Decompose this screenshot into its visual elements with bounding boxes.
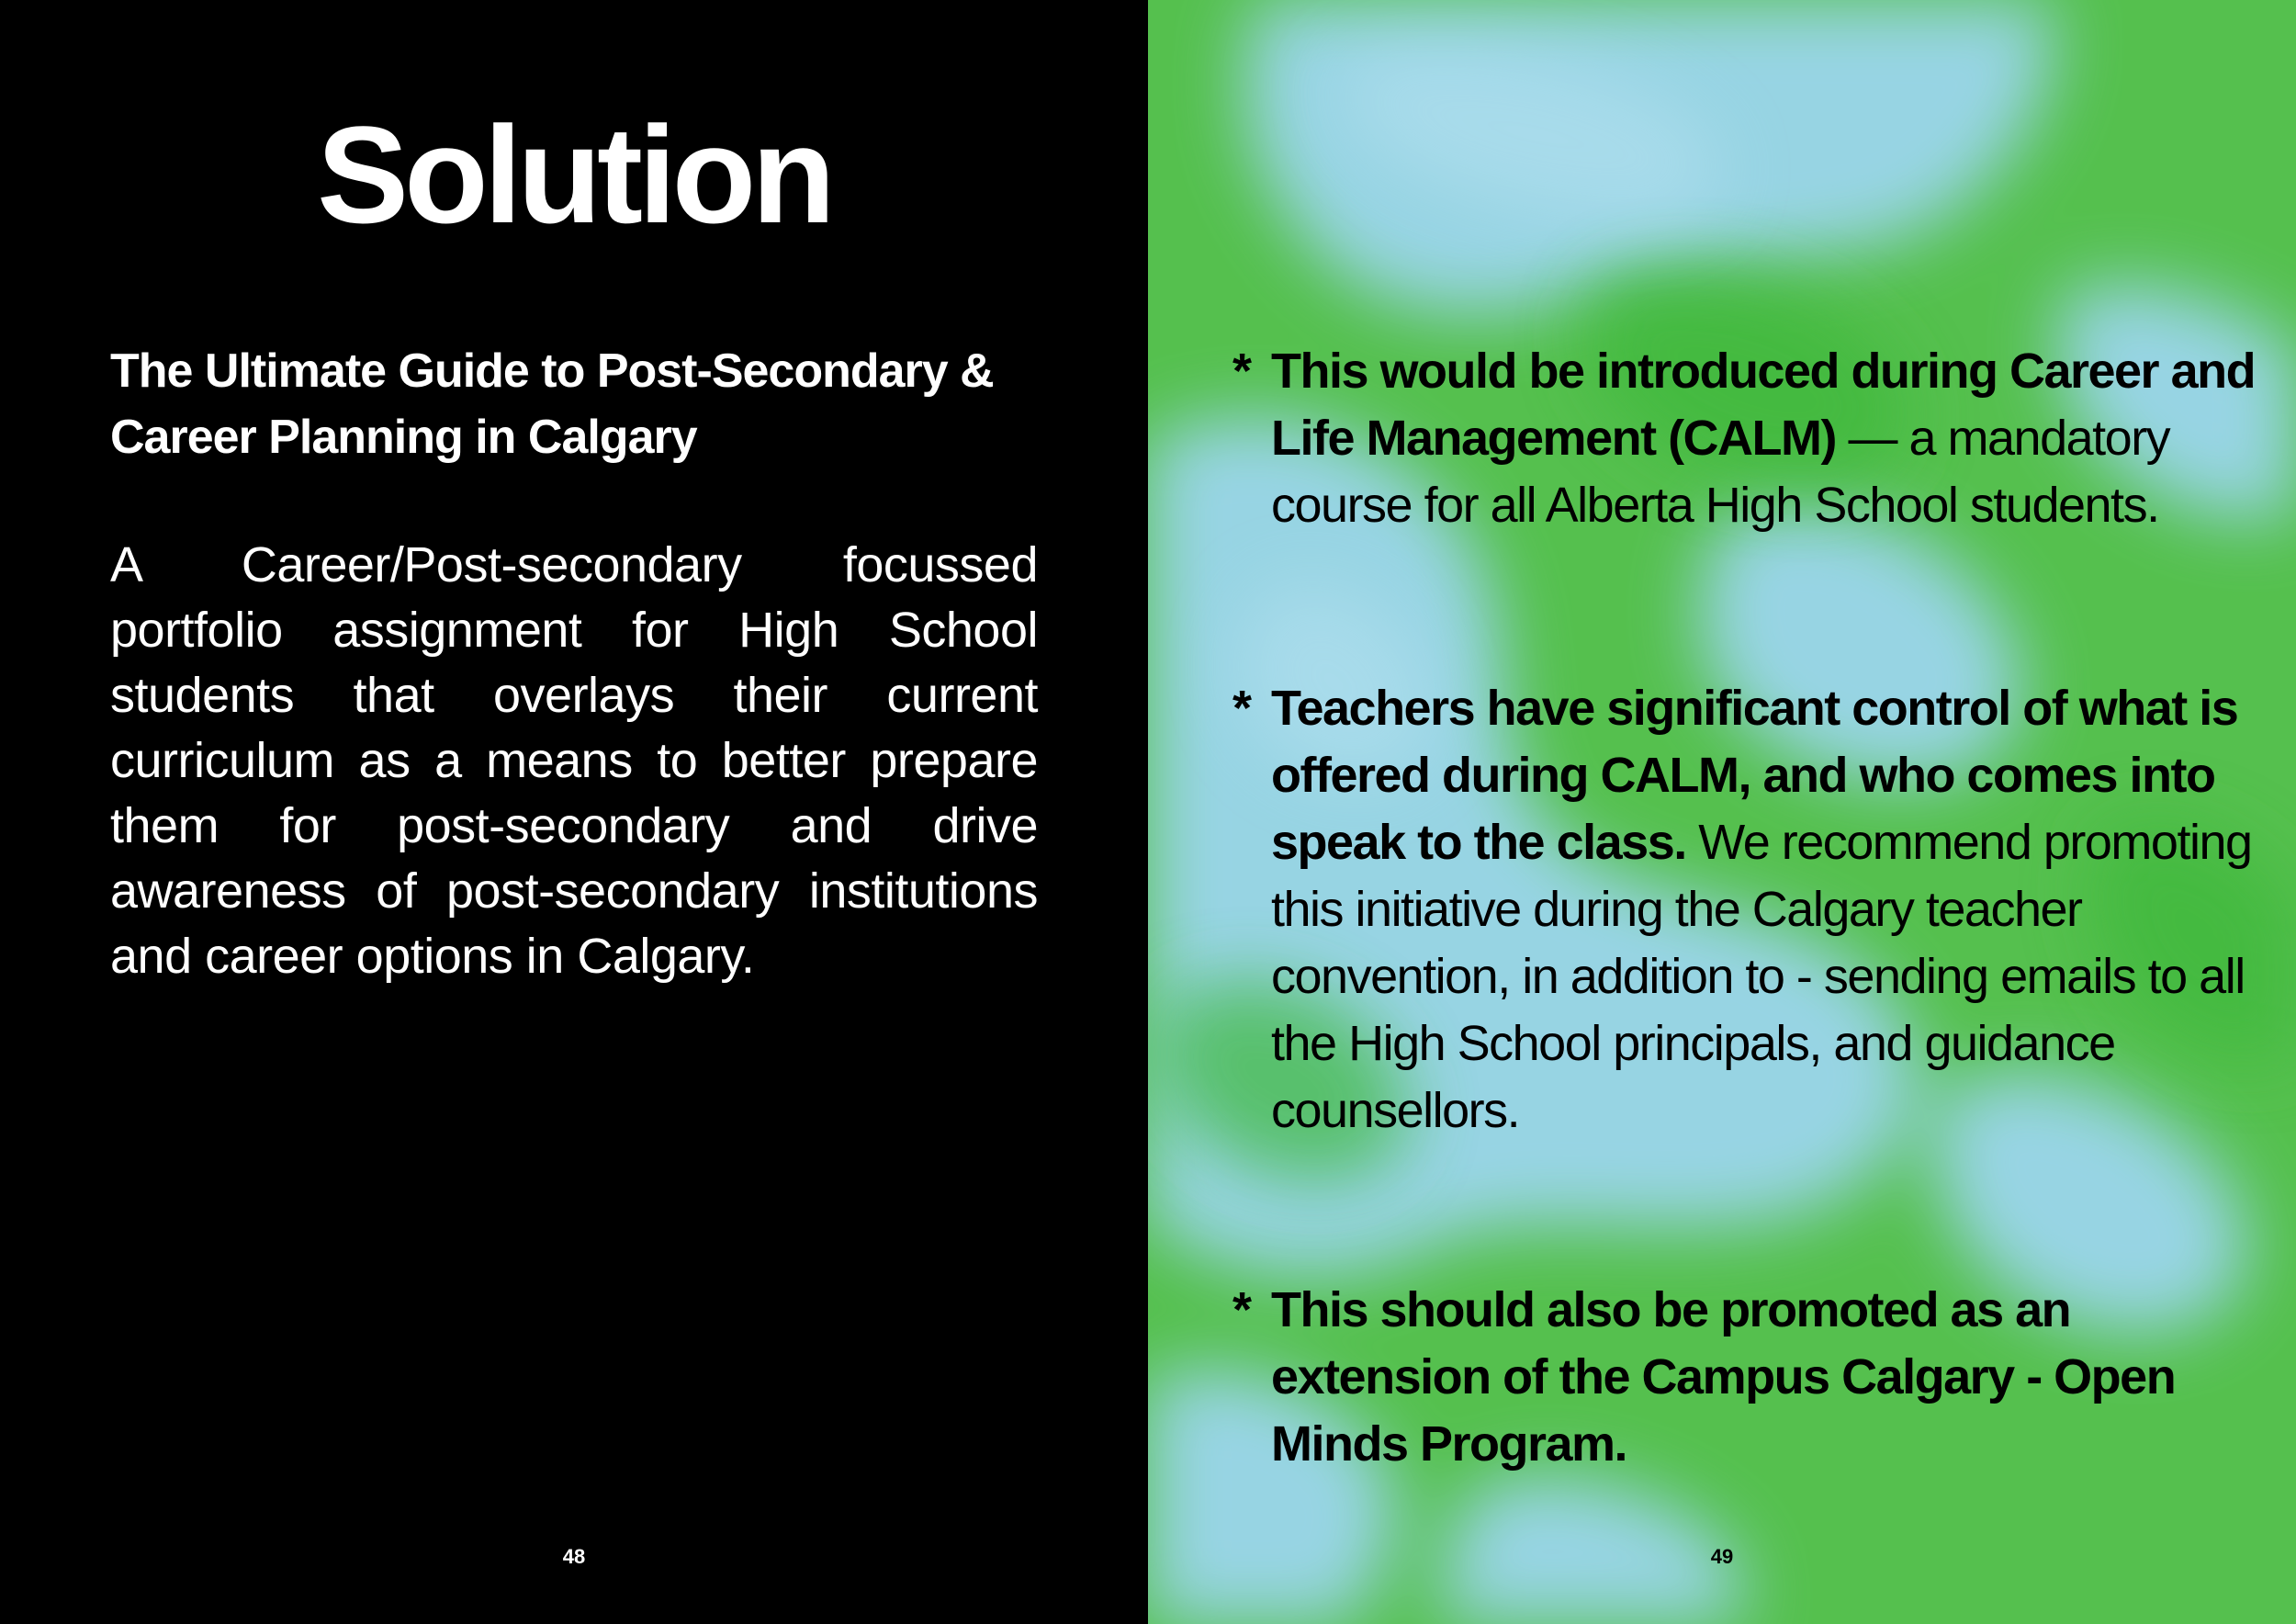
bullet-text <box>1271 338 2270 539</box>
bullet-item <box>1232 338 2270 539</box>
solution-description: A Career/Post-secondary focussed portfolio assignment for High School students that overlays their current curriculum as a means to better prepare them for post-secondary and drive awareness of post-secondary institutions and career options in Calgary. <box>110 537 1038 984</box>
bullet-regular-text: We recommend promoting this initiative during the Calgary teacher convention, in addition to - sending emails to all the High School principals, and guidance counsellors. <box>1271 815 2252 1138</box>
bullet-bold-text: This would be introduced during Career and Life Management (CALM) <box>1271 344 2256 466</box>
bullet-regular-text: — a mandatory course for all Alberta High School students. <box>1271 411 2170 533</box>
bullet-bold-text: This should also be promoted as an extension of the Campus Calgary - Open Minds Program. <box>1271 1282 2176 1472</box>
bullet-marker: * <box>1232 1282 1253 1337</box>
guide-subtitle: The Ultimate Guide to Post-Secondary & Career Planning in Calgary <box>110 344 994 464</box>
bullet-item <box>1232 1277 2270 1478</box>
bullet-marker: * <box>1232 344 1253 399</box>
right-page <box>1148 0 2296 1624</box>
bullet-text <box>1271 675 2270 1145</box>
bullet-marker: * <box>1232 681 1253 736</box>
page-title: Solution <box>317 97 831 252</box>
bullet-bold-text: Teachers have significant control of what is offered during CALM, and who comes into speak to the class. <box>1271 681 2238 870</box>
bullet-item <box>1232 675 2270 1145</box>
page-number-left: 48 <box>562 1545 586 1568</box>
page-number-right: 49 <box>1710 1545 1734 1568</box>
bullet-text <box>1271 1277 2270 1478</box>
